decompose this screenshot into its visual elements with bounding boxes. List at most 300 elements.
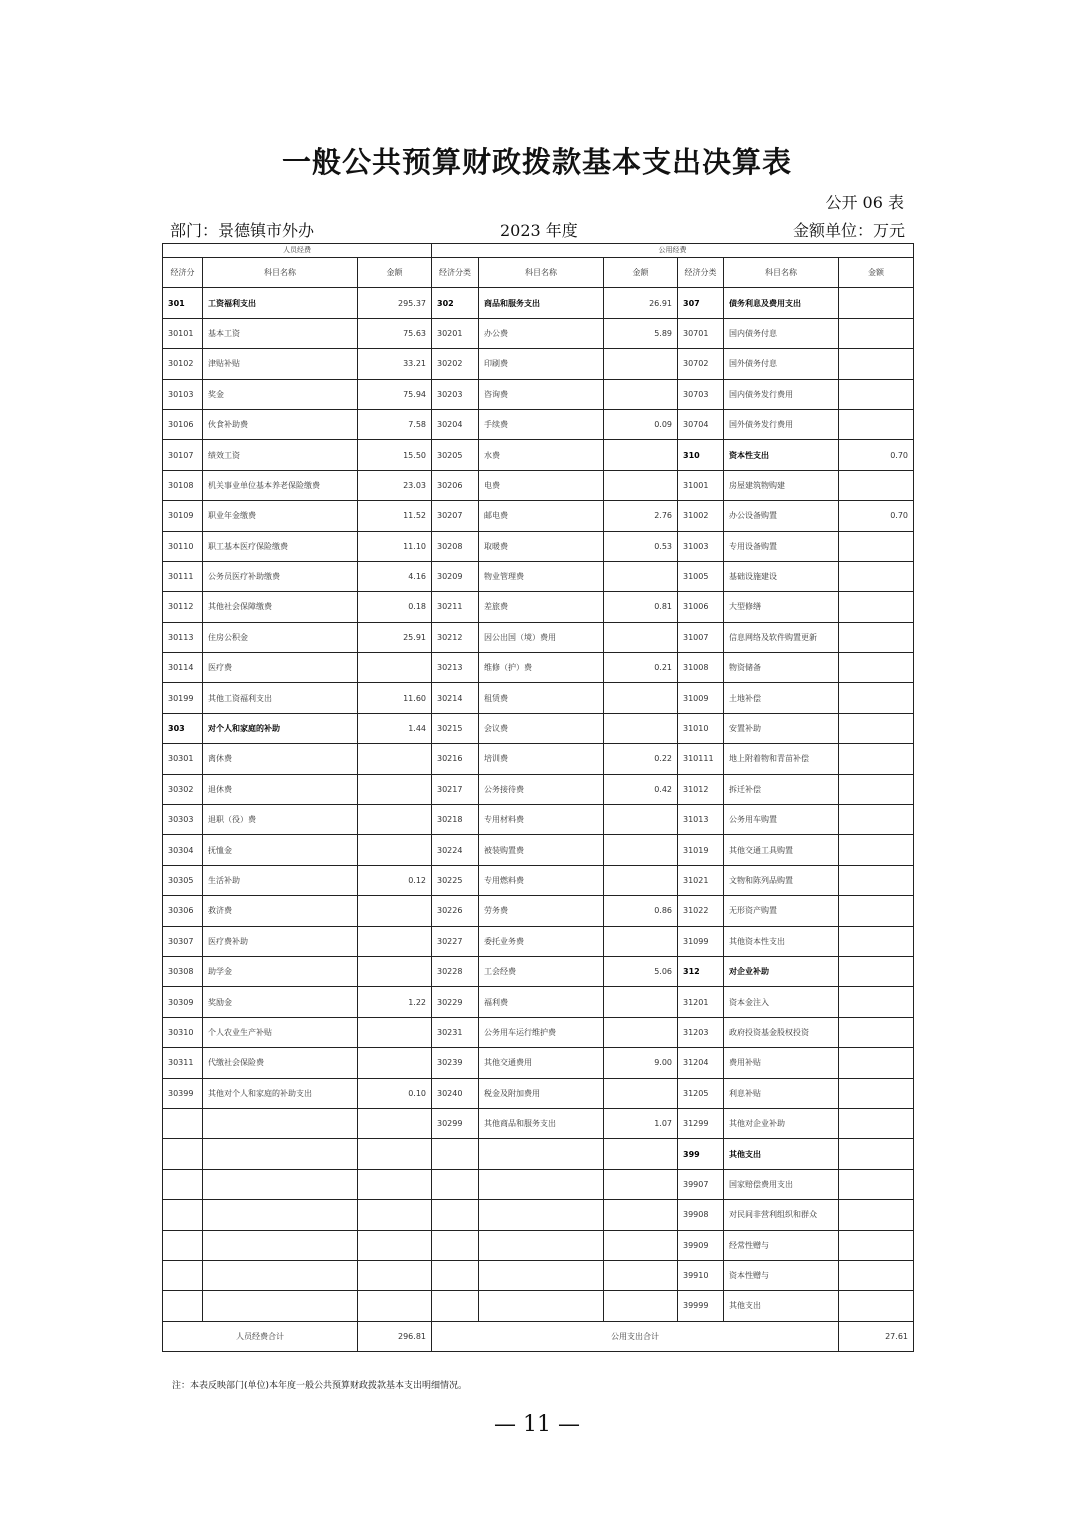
table-row <box>163 501 914 531</box>
subject-cell: 国外债务发行费用 <box>724 409 839 439</box>
amount-cell <box>839 318 914 348</box>
amount-cell: 23.03 <box>358 470 432 500</box>
subject-cell: 政府投资基金股权投资 <box>724 1017 839 1047</box>
code-cell: 30307 <box>163 926 203 956</box>
amount-cell <box>839 470 914 500</box>
amount-cell: 0.86 <box>604 896 678 926</box>
code-cell <box>163 1169 203 1199</box>
code-cell: 30310 <box>163 1017 203 1047</box>
subject-cell: 退休费 <box>203 774 358 804</box>
subject-cell: 资本性支出 <box>724 440 839 470</box>
table-row <box>163 561 914 591</box>
code-cell: 31007 <box>678 622 724 652</box>
subject-cell: 工资福利支出 <box>203 288 358 318</box>
subject-cell: 水费 <box>479 440 604 470</box>
amount-cell <box>839 713 914 743</box>
table-row <box>163 288 914 318</box>
subject-cell: 奖励金 <box>203 987 358 1017</box>
amount-cell <box>358 1017 432 1047</box>
code-cell: 303 <box>163 713 203 743</box>
amount-cell: 0.18 <box>358 592 432 622</box>
subject-cell <box>203 1291 358 1321</box>
budget-table <box>162 243 914 1352</box>
code-cell: 30110 <box>163 531 203 561</box>
amount-cell: 5.89 <box>604 318 678 348</box>
code-cell: 30311 <box>163 1048 203 1078</box>
amount-cell <box>839 349 914 379</box>
code-cell: 39909 <box>678 1230 724 1260</box>
amount-cell <box>604 683 678 713</box>
code-cell: 31010 <box>678 713 724 743</box>
amount-cell <box>839 531 914 561</box>
code-cell: 30226 <box>432 896 479 926</box>
table-row <box>163 622 914 652</box>
amount-cell <box>839 744 914 774</box>
amount-cell <box>839 1048 914 1078</box>
table-row <box>163 896 914 926</box>
subject-cell: 国内债务付息 <box>724 318 839 348</box>
subject-cell: 会议费 <box>479 713 604 743</box>
code-cell: 30205 <box>432 440 479 470</box>
subject-cell: 土地补偿 <box>724 683 839 713</box>
subject-cell: 专用设备购置 <box>724 531 839 561</box>
table-row <box>163 1139 914 1169</box>
subject-cell: 奖金 <box>203 379 358 409</box>
amount-cell <box>839 683 914 713</box>
code-cell: 30308 <box>163 956 203 986</box>
subject-cell: 债务利息及费用支出 <box>724 288 839 318</box>
code-cell: 30704 <box>678 409 724 439</box>
subject-cell: 差旅费 <box>479 592 604 622</box>
code-cell: 30213 <box>432 653 479 683</box>
code-cell: 30231 <box>432 1017 479 1047</box>
code-cell: 30112 <box>163 592 203 622</box>
code-cell: 30103 <box>163 379 203 409</box>
code-cell: 39910 <box>678 1260 724 1290</box>
amount-cell <box>604 1200 678 1230</box>
column-header: 金额 <box>358 258 432 288</box>
table-code: 公开 06 表 <box>825 193 904 212</box>
amount-cell: 75.63 <box>358 318 432 348</box>
table-row <box>163 349 914 379</box>
code-cell: 310 <box>678 440 724 470</box>
subject-cell: 咨询费 <box>479 379 604 409</box>
group-public: 公用经费 <box>432 244 914 258</box>
page-number: — 11 — <box>494 1412 580 1437</box>
code-cell: 30207 <box>432 501 479 531</box>
code-cell: 310111 <box>678 744 724 774</box>
code-cell: 30229 <box>432 987 479 1017</box>
code-cell: 31003 <box>678 531 724 561</box>
amount-cell <box>604 1291 678 1321</box>
subject-cell: 其他对个人和家庭的补助支出 <box>203 1078 358 1108</box>
code-cell: 30228 <box>432 956 479 986</box>
code-cell <box>163 1260 203 1290</box>
table-row <box>163 470 914 500</box>
column-header-row <box>163 258 914 288</box>
amount-cell <box>839 592 914 622</box>
code-cell: 30225 <box>432 865 479 895</box>
subject-cell: 委托业务费 <box>479 926 604 956</box>
subject-cell: 职业年金缴费 <box>203 501 358 531</box>
code-cell <box>163 1200 203 1230</box>
code-cell <box>163 1108 203 1138</box>
code-cell: 30305 <box>163 865 203 895</box>
code-cell: 30218 <box>432 805 479 835</box>
code-cell: 30101 <box>163 318 203 348</box>
code-cell <box>163 1230 203 1260</box>
amount-cell <box>839 653 914 683</box>
amount-cell: 4.16 <box>358 561 432 591</box>
amount-cell <box>604 349 678 379</box>
code-cell: 30239 <box>432 1048 479 1078</box>
subject-cell: 住房公积金 <box>203 622 358 652</box>
subject-cell: 其他交通工具购置 <box>724 835 839 865</box>
subject-cell: 机关事业单位基本养老保险缴费 <box>203 470 358 500</box>
group-personnel: 人员经费 <box>163 244 432 258</box>
column-header: 经济分类 <box>432 258 479 288</box>
subject-cell: 安置补助 <box>724 713 839 743</box>
amount-cell: 0.21 <box>604 653 678 683</box>
amount-cell: 0.10 <box>358 1078 432 1108</box>
code-cell: 30399 <box>163 1078 203 1108</box>
subject-cell: 印刷费 <box>479 349 604 379</box>
amount-cell <box>604 379 678 409</box>
code-cell <box>163 1139 203 1169</box>
subject-cell <box>203 1200 358 1230</box>
amount-cell <box>839 1108 914 1138</box>
code-cell <box>432 1291 479 1321</box>
code-cell: 30108 <box>163 470 203 500</box>
code-cell: 39999 <box>678 1291 724 1321</box>
amount-cell <box>358 1169 432 1199</box>
amount-cell <box>839 1200 914 1230</box>
amount-cell: 0.70 <box>839 440 914 470</box>
subject-cell: 伙食补助费 <box>203 409 358 439</box>
subject-cell: 拆迁补偿 <box>724 774 839 804</box>
subject-cell: 其他支出 <box>724 1291 839 1321</box>
subject-cell: 津贴补贴 <box>203 349 358 379</box>
amount-cell: 0.22 <box>604 744 678 774</box>
amount-cell <box>604 713 678 743</box>
amount-cell <box>604 805 678 835</box>
subject-cell: 取暖费 <box>479 531 604 561</box>
code-cell: 30304 <box>163 835 203 865</box>
amount-cell: 295.37 <box>358 288 432 318</box>
table-row <box>163 440 914 470</box>
subject-cell: 物业管理费 <box>479 561 604 591</box>
code-cell: 30215 <box>432 713 479 743</box>
subject-cell: 大型修缮 <box>724 592 839 622</box>
subject-cell: 专用材料费 <box>479 805 604 835</box>
code-cell: 30106 <box>163 409 203 439</box>
code-cell: 30216 <box>432 744 479 774</box>
subject-cell: 助学金 <box>203 956 358 986</box>
code-cell: 302 <box>432 288 479 318</box>
subject-cell: 无形资产购置 <box>724 896 839 926</box>
code-cell: 30212 <box>432 622 479 652</box>
code-cell: 31299 <box>678 1108 724 1138</box>
amount-cell <box>358 653 432 683</box>
amount-cell <box>604 865 678 895</box>
subject-cell <box>203 1108 358 1138</box>
subject-cell: 维修（护）费 <box>479 653 604 683</box>
amount-cell <box>839 1169 914 1199</box>
amount-cell <box>839 561 914 591</box>
subject-cell: 公务员医疗补助缴费 <box>203 561 358 591</box>
table-row <box>163 1078 914 1108</box>
subject-cell: 费用补贴 <box>724 1048 839 1078</box>
amount-cell: 2.76 <box>604 501 678 531</box>
amount-cell <box>604 1230 678 1260</box>
subject-cell: 公务接待费 <box>479 774 604 804</box>
subject-cell: 其他社会保障缴费 <box>203 592 358 622</box>
code-cell: 31021 <box>678 865 724 895</box>
amount-cell: 9.00 <box>604 1048 678 1078</box>
public-total-label: 公用支出合计 <box>432 1321 839 1351</box>
amount-cell <box>839 409 914 439</box>
amount-cell <box>839 622 914 652</box>
code-cell: 30201 <box>432 318 479 348</box>
code-cell: 31001 <box>678 470 724 500</box>
subject-cell: 办公费 <box>479 318 604 348</box>
amount-cell <box>839 288 914 318</box>
subject-cell: 对企业补助 <box>724 956 839 986</box>
amount-cell <box>839 1017 914 1047</box>
code-cell: 31006 <box>678 592 724 622</box>
table-row <box>163 379 914 409</box>
amount-cell <box>604 470 678 500</box>
amount-cell <box>604 835 678 865</box>
table-row <box>163 1260 914 1290</box>
subject-cell: 资本金注入 <box>724 987 839 1017</box>
code-cell: 31005 <box>678 561 724 591</box>
amount-cell: 25.91 <box>358 622 432 652</box>
subject-cell <box>203 1169 358 1199</box>
column-header: 金额 <box>604 258 678 288</box>
code-cell: 30109 <box>163 501 203 531</box>
subject-cell: 公务用车运行维护费 <box>479 1017 604 1047</box>
subject-cell: 救济费 <box>203 896 358 926</box>
subject-cell: 医疗费补助 <box>203 926 358 956</box>
code-cell: 31008 <box>678 653 724 683</box>
amount-cell <box>839 956 914 986</box>
amount-cell <box>358 1230 432 1260</box>
subject-cell: 租赁费 <box>479 683 604 713</box>
amount-cell: 7.58 <box>358 409 432 439</box>
code-cell: 30701 <box>678 318 724 348</box>
code-cell: 31099 <box>678 926 724 956</box>
amount-cell <box>358 1048 432 1078</box>
public-total-value: 27.61 <box>839 1321 914 1351</box>
table-row <box>163 318 914 348</box>
page-title: 一般公共预算财政拨款基本支出决算表 <box>281 145 792 179</box>
code-cell: 30102 <box>163 349 203 379</box>
subject-cell: 个人农业生产补贴 <box>203 1017 358 1047</box>
amount-cell <box>604 1139 678 1169</box>
code-cell: 30199 <box>163 683 203 713</box>
subject-cell: 物资储备 <box>724 653 839 683</box>
code-cell: 30217 <box>432 774 479 804</box>
amount-cell: 0.70 <box>839 501 914 531</box>
subject-cell: 公务用车购置 <box>724 805 839 835</box>
amount-cell <box>604 1260 678 1290</box>
amount-cell: 11.10 <box>358 531 432 561</box>
table-row <box>163 531 914 561</box>
amount-cell <box>839 774 914 804</box>
subject-cell <box>203 1260 358 1290</box>
amount-cell: 1.22 <box>358 987 432 1017</box>
personnel-total-value: 296.81 <box>358 1321 432 1351</box>
department-label: 部门：景德镇市外办 <box>170 221 315 240</box>
table-row <box>163 1291 914 1321</box>
amount-cell <box>358 835 432 865</box>
amount-cell <box>358 1139 432 1169</box>
subject-cell <box>479 1260 604 1290</box>
code-cell <box>432 1200 479 1230</box>
subject-cell <box>479 1230 604 1260</box>
amount-cell <box>839 987 914 1017</box>
amount-cell: 11.52 <box>358 501 432 531</box>
table-row <box>163 683 914 713</box>
subject-cell <box>479 1291 604 1321</box>
amount-cell: 0.81 <box>604 592 678 622</box>
code-cell: 30224 <box>432 835 479 865</box>
subject-cell: 被装购置费 <box>479 835 604 865</box>
table-row <box>163 1017 914 1047</box>
table-row <box>163 956 914 986</box>
amount-cell: 26.91 <box>604 288 678 318</box>
amount-cell: 1.07 <box>604 1108 678 1138</box>
code-cell: 30209 <box>432 561 479 591</box>
amount-cell <box>604 987 678 1017</box>
subject-cell: 信息网络及软件购置更新 <box>724 622 839 652</box>
unit-label: 金额单位：万元 <box>792 221 905 240</box>
subject-cell: 资本性赠与 <box>724 1260 839 1290</box>
code-cell: 31204 <box>678 1048 724 1078</box>
code-cell: 31022 <box>678 896 724 926</box>
subject-cell: 抚恤金 <box>203 835 358 865</box>
year-label: 2023 年度 <box>500 221 578 240</box>
code-cell: 30211 <box>432 592 479 622</box>
subject-cell: 培训费 <box>479 744 604 774</box>
subject-cell: 其他交通费用 <box>479 1048 604 1078</box>
amount-cell <box>839 805 914 835</box>
code-cell: 30227 <box>432 926 479 956</box>
subject-cell: 电费 <box>479 470 604 500</box>
subject-cell: 其他支出 <box>724 1139 839 1169</box>
subject-cell: 工会经费 <box>479 956 604 986</box>
amount-cell: 0.42 <box>604 774 678 804</box>
amount-cell <box>604 926 678 956</box>
amount-cell <box>604 440 678 470</box>
code-cell <box>432 1139 479 1169</box>
totals-row <box>163 1321 914 1351</box>
subject-cell: 其他资本性支出 <box>724 926 839 956</box>
amount-cell <box>839 926 914 956</box>
column-header: 经济分 <box>163 258 203 288</box>
amount-cell <box>358 805 432 835</box>
table-row <box>163 1108 914 1138</box>
code-cell: 312 <box>678 956 724 986</box>
amount-cell: 5.06 <box>604 956 678 986</box>
code-cell: 31002 <box>678 501 724 531</box>
subject-cell: 对个人和家庭的补助 <box>203 713 358 743</box>
amount-cell: 0.53 <box>604 531 678 561</box>
code-cell <box>432 1169 479 1199</box>
code-cell <box>163 1291 203 1321</box>
code-cell: 31009 <box>678 683 724 713</box>
subject-cell: 其他工资福利支出 <box>203 683 358 713</box>
table-row <box>163 713 914 743</box>
code-cell: 30203 <box>432 379 479 409</box>
footnote: 注：本表反映部门(单位)本年度一般公共预算财政拨款基本支出明细情况。 <box>172 1381 468 1391</box>
subject-cell: 因公出国（境）费用 <box>479 622 604 652</box>
code-cell: 30204 <box>432 409 479 439</box>
amount-cell <box>839 835 914 865</box>
code-cell: 31205 <box>678 1078 724 1108</box>
subject-cell: 对民间非营利组织和群众 <box>724 1200 839 1230</box>
code-cell: 307 <box>678 288 724 318</box>
amount-cell <box>604 622 678 652</box>
code-cell: 31012 <box>678 774 724 804</box>
table-row <box>163 1230 914 1260</box>
code-cell: 30240 <box>432 1078 479 1108</box>
subject-cell: 商品和服务支出 <box>479 288 604 318</box>
subject-cell: 退职（役）费 <box>203 805 358 835</box>
amount-cell <box>358 956 432 986</box>
amount-cell <box>604 1078 678 1108</box>
subject-cell <box>479 1169 604 1199</box>
amount-cell <box>358 1260 432 1290</box>
subject-cell: 税金及附加费用 <box>479 1078 604 1108</box>
table-row <box>163 653 914 683</box>
code-cell: 30214 <box>432 683 479 713</box>
subject-cell: 基础设施建设 <box>724 561 839 591</box>
subject-cell: 基本工资 <box>203 318 358 348</box>
subject-cell: 其他商品和服务支出 <box>479 1108 604 1138</box>
code-cell: 30303 <box>163 805 203 835</box>
amount-cell <box>358 744 432 774</box>
amount-cell <box>358 1200 432 1230</box>
code-cell: 30107 <box>163 440 203 470</box>
subject-cell: 国外债务付息 <box>724 349 839 379</box>
amount-cell: 11.60 <box>358 683 432 713</box>
personnel-total-label: 人员经费合计 <box>163 1321 358 1351</box>
subject-cell: 文物和陈列品购置 <box>724 865 839 895</box>
subject-cell <box>479 1139 604 1169</box>
amount-cell <box>604 561 678 591</box>
amount-cell <box>358 926 432 956</box>
amount-cell <box>839 379 914 409</box>
amount-cell <box>839 1260 914 1290</box>
meta-line <box>170 218 905 242</box>
subject-cell: 专用燃料费 <box>479 865 604 895</box>
amount-cell <box>358 1291 432 1321</box>
amount-cell <box>839 896 914 926</box>
subject-cell <box>479 1200 604 1230</box>
subject-cell: 国内债务发行费用 <box>724 379 839 409</box>
amount-cell <box>839 1078 914 1108</box>
code-cell: 30299 <box>432 1108 479 1138</box>
code-cell: 30703 <box>678 379 724 409</box>
code-cell: 31013 <box>678 805 724 835</box>
group-header-row <box>163 244 914 258</box>
table-row <box>163 409 914 439</box>
subject-cell: 劳务费 <box>479 896 604 926</box>
subject-cell: 代缴社会保险费 <box>203 1048 358 1078</box>
code-cell <box>432 1230 479 1260</box>
